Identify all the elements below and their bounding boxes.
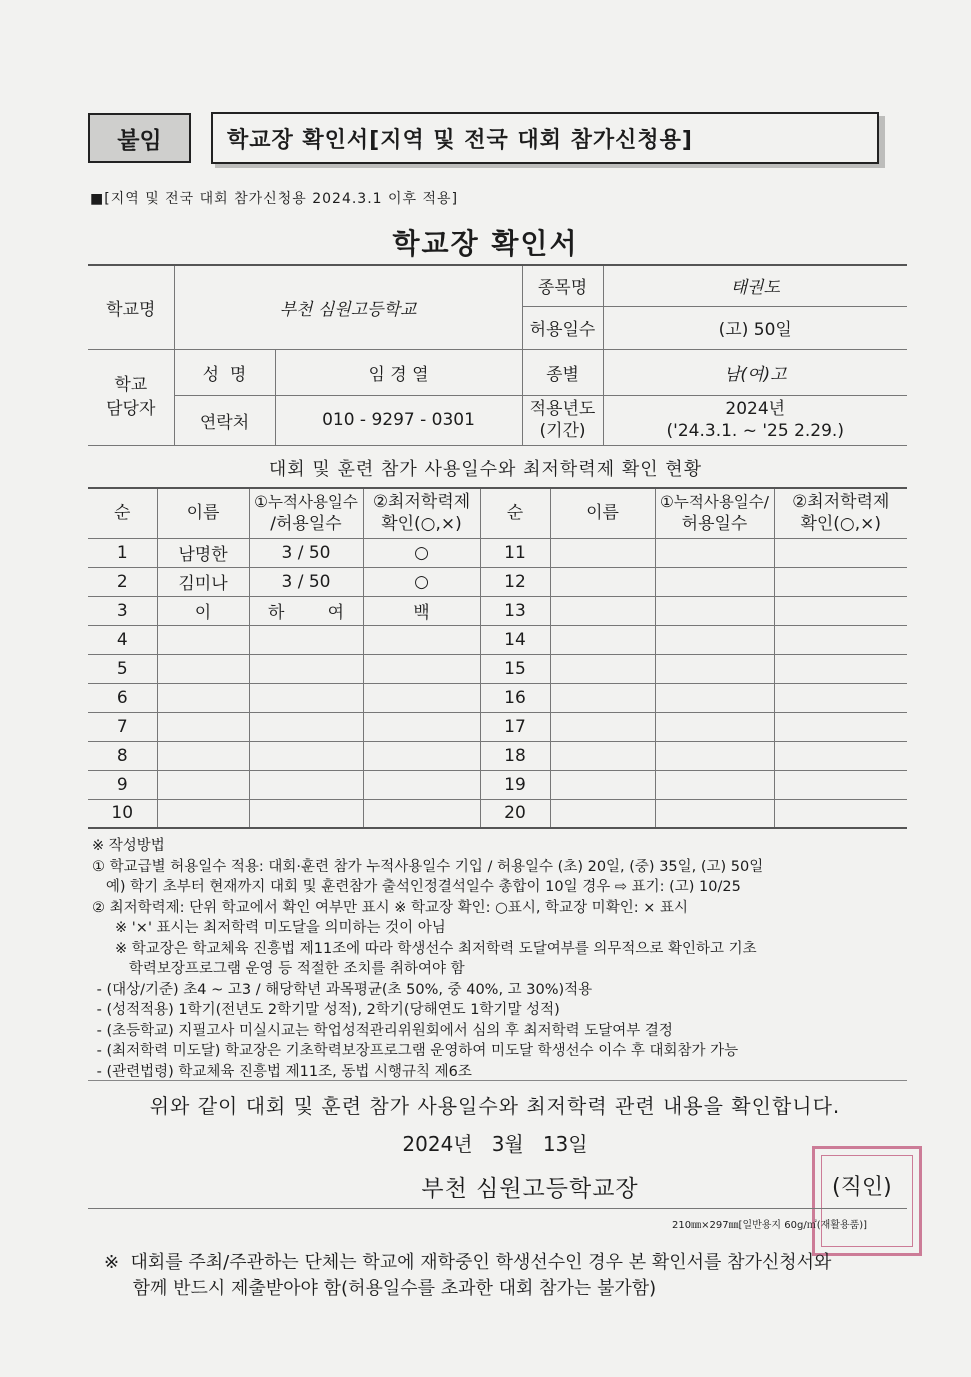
row-academic-right [774,741,907,770]
row-days-right [655,596,774,625]
name-label: 성 명 [174,349,275,395]
row-days-right [655,799,774,828]
row-name-right [550,712,655,741]
row-academic-right [774,625,907,654]
row-academic [363,654,480,683]
paper-spec: 210㎜×297㎜[일반용지 60g/㎡(재활용품)] [672,1220,868,1231]
row-no: 2 [88,567,157,596]
table-row [88,712,907,741]
note-line: ① 학교급별 허용일수 적용: 대회·훈련 참가 누적사용일수 기입 / 허용일수 (초) 20일, (중) 35일, (고) 50일 [92,858,764,875]
table-row [88,596,907,625]
type-label: 종별 [522,349,603,395]
row-name-right [550,799,655,828]
days-value: (고) 50일 [603,306,907,349]
type-value: 남(여)고 [603,349,907,395]
row-name [157,770,249,799]
attachment-tag: 붙임 [88,113,191,163]
days-label: 허용일수 [522,306,603,349]
row-days-right [655,741,774,770]
row-days [249,683,363,712]
row-academic [363,770,480,799]
table-row [88,625,907,654]
row-days [249,712,363,741]
row-academic-right [774,683,907,712]
period-label-line2: (기간) [539,421,586,441]
header-days-line1: ①누적사용일수 [254,493,358,512]
row-days [249,770,363,799]
row-academic [363,741,480,770]
row-no: 9 [88,770,157,799]
row-name-right [550,741,655,770]
section-title: 대회 및 훈련 참가 사용일수와 최저학력제 확인 현황 [268,459,703,480]
row-no: 1 [88,538,157,567]
header-academic-right-line1: ②최저학력제 [792,492,890,513]
note-line: ※ 학교장은 학교체육 진흥법 제11조에 따라 학생선수 최저학력 도달여부를 의무적으로 확인하고 기초 [92,940,757,957]
row-days-right [655,712,774,741]
row-name-right [550,538,655,567]
row-days: 하 여 [249,596,363,625]
staff-label-line2: 담당자 [106,399,156,419]
note-line: ※ '×' 표시는 최저학력 미도달을 의미하는 것이 아님 [92,920,446,936]
row-no-right: 11 [480,538,550,567]
row-name-right [550,625,655,654]
row-name [157,683,249,712]
row-days-right [655,625,774,654]
footer-note [104,1250,904,1302]
principal-name: 부천 심원고등학교장 [421,1176,639,1202]
row-academic-right [774,770,907,799]
event-label: 종목명 [522,265,603,306]
school-label: 학교명 [88,265,174,349]
header-no-right: 순 [480,488,550,538]
row-days-right [655,683,774,712]
row-no: 7 [88,712,157,741]
row-no-right: 19 [480,770,550,799]
note-line: ② 최저학력제: 단위 학교에서 확인 여부만 표시 ※ 학교장 확인: ○표시, 학교장 미확인: × 표시 [92,899,688,916]
header-days [249,488,363,538]
table-row [88,799,907,828]
row-days [249,741,363,770]
row-name [157,799,249,828]
name-value: 임 경 열 [275,349,522,395]
attachment-title: 학교장 확인서[지역 및 전국 대회 참가신청용] [211,112,879,164]
row-academic: ○ [363,538,480,567]
row-name-right [550,654,655,683]
row-no: 8 [88,741,157,770]
note-line: 예) 학기 초부터 현재까지 대회 및 훈련참가 출석인정결석일수 총합이 10일 경우 ⇨ 표기: (고) 10/25 [92,879,741,895]
row-no-right: 12 [480,567,550,596]
note-line: 학력보장프로그램 운영 등 적절한 조치를 취하여야 함 [92,961,465,977]
contact-value: 010 - 9297 - 0301 [275,395,522,445]
official-seal [812,1146,922,1256]
row-no: 10 [88,799,157,828]
row-no-right: 17 [480,712,550,741]
divider [88,1208,907,1209]
school-value: 부천 심원고등학교 [174,265,522,349]
row-academic-right [774,654,907,683]
row-name: 이 [157,596,249,625]
note-line: - (관련법령) 학교체육 진흥법 제11조, 동법 시행규칙 제6조 [92,1063,472,1080]
row-name [157,654,249,683]
row-days [249,799,363,828]
header-name: 이름 [157,488,249,538]
table-row [88,770,907,799]
footer-line: ※ 대회를 주최/주관하는 단체는 학교에 재학중인 학생선수인 경우 본 확인서를 참가신청서와 [104,1252,832,1273]
contact-label: 연락처 [174,395,275,445]
row-no-right: 13 [480,596,550,625]
note-line: - (성적적용) 1학기(전년도 2학기말 성적), 2학기(당해연도 1학기말 성적) [92,1002,560,1018]
header-no: 순 [88,488,157,538]
header-days-right [655,488,774,538]
row-no-right: 20 [480,799,550,828]
note-line: - (대상/기준) 초4 ~ 고3 / 해당학년 과목평균(초 50%, 중 40%, 고 30%)적용 [92,981,593,998]
document-title: 학교장 확인서 [392,227,579,260]
row-no-right: 15 [480,654,550,683]
row-days-right [655,567,774,596]
divider [88,1080,907,1081]
table-row [88,654,907,683]
note-line: - (최저학력 미도달) 학교장은 기초학력보장프로그램 운영하여 미도달 학생선수 이수 후 대회참가 가능 [92,1043,739,1059]
header-academic [363,488,480,538]
row-name: 김미나 [157,567,249,596]
info-table [88,264,907,446]
header-days-right-line2: 허용일수 [681,514,748,535]
participant-table [88,487,907,829]
row-name-right [550,567,655,596]
row-days-right [655,538,774,567]
staff-label-line1: 학교 [114,375,148,395]
staff-label [88,349,174,445]
table-row [88,741,907,770]
note-line: ※ 작성방법 [92,838,165,854]
row-no: 5 [88,654,157,683]
header-name-right: 이름 [550,488,655,538]
header-academic-right-line2: 확인(○,×) [800,514,882,535]
instructions [92,836,922,1082]
period-label-line1: 적용년도 [529,399,596,419]
period-label [522,395,603,445]
table-row [88,683,907,712]
row-days: 3 / 50 [249,567,363,596]
row-academic-right [774,712,907,741]
row-days-right [655,654,774,683]
seal-inner-border [821,1155,913,1247]
row-name-right [550,770,655,799]
footer-line: 함께 반드시 제출받아야 함(허용일수를 초과한 대회 참가는 불가함) [104,1278,657,1299]
row-academic: ○ [363,567,480,596]
row-academic [363,625,480,654]
form-subtitle: ■[지역 및 전국 대회 참가신청용 2024.3.1 이후 적용] [90,191,459,207]
row-academic-right [774,538,907,567]
row-academic-right [774,799,907,828]
row-days [249,654,363,683]
table-row [88,538,907,567]
row-academic-right [774,567,907,596]
row-no-right: 16 [480,683,550,712]
row-no-right: 18 [480,741,550,770]
row-days [249,625,363,654]
row-name: 남명한 [157,538,249,567]
header-days-right-line1: ①누적사용일수/ [660,493,769,512]
row-no: 6 [88,683,157,712]
row-name-right [550,596,655,625]
row-name [157,741,249,770]
event-value: 태권도 [603,265,907,306]
row-no-right: 14 [480,625,550,654]
table-header-row [88,488,907,538]
seal-label: (직인) [832,1175,892,1200]
row-name-right [550,683,655,712]
issue-date: 2024년 3월 13일 [402,1132,588,1156]
row-academic [363,712,480,741]
row-name [157,625,249,654]
header-academic-line2: 확인(○,×) [381,514,462,535]
row-academic-right [774,596,907,625]
row-academic [363,683,480,712]
confirmation-text: 위와 같이 대회 및 훈련 참가 사용일수와 최저학력 관련 내용을 확인합니다. [149,1094,841,1118]
header-academic-line1: ②최저학력제 [372,492,471,513]
row-days: 3 / 50 [249,538,363,567]
row-days-right [655,770,774,799]
row-academic: 백 [363,596,480,625]
note-line: - (초등학교) 지필고사 미실시교는 학업성적관리위원회에서 심의 후 최저학력 도달여부 결정 [92,1022,673,1039]
header-academic-right [774,488,907,538]
period-value-line1: 2024년 [725,399,786,419]
period-value [603,395,907,445]
table-row [88,567,907,596]
row-name [157,712,249,741]
row-no: 3 [88,596,157,625]
row-no: 4 [88,625,157,654]
row-academic [363,799,480,828]
period-value-line2: ('24.3.1. ~ '25 2.29.) [666,421,844,441]
header-days-line2: /허용일수 [270,514,342,535]
